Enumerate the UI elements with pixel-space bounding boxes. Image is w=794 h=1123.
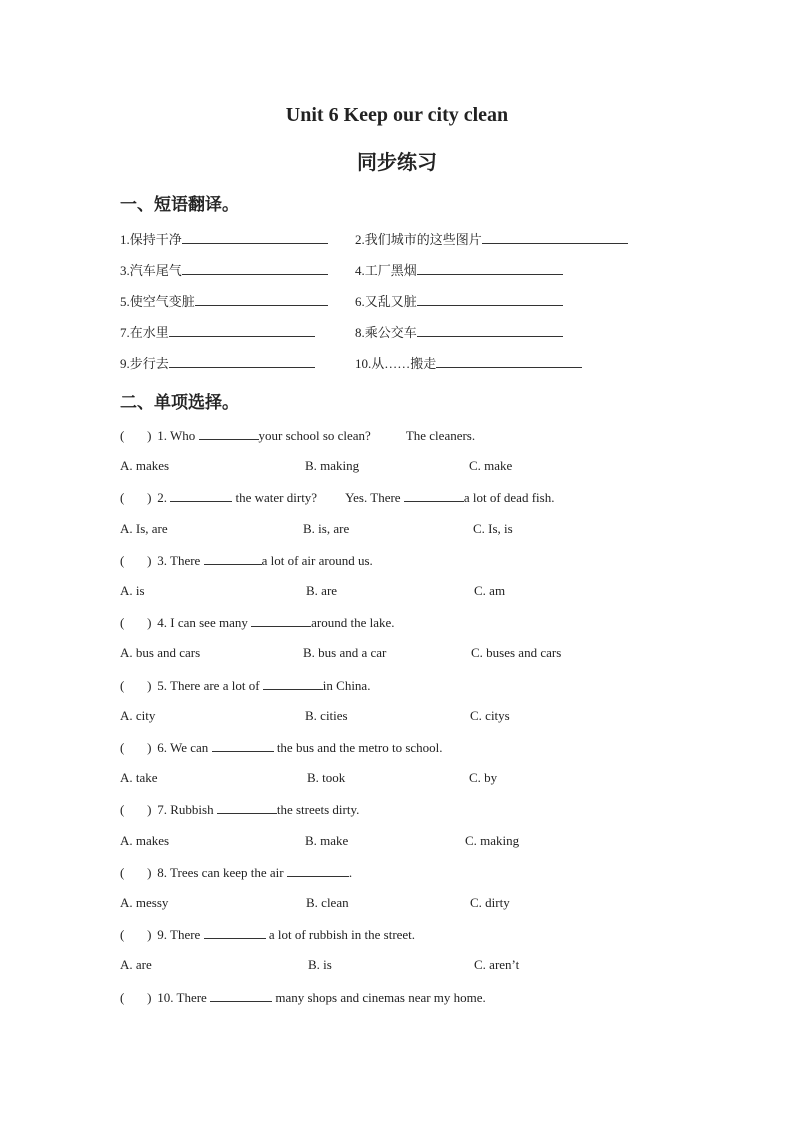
- answer-paren[interactable]: [120, 865, 154, 881]
- question-1: [120, 427, 475, 444]
- option-c[interactable]: C. aren’t: [474, 957, 520, 972]
- question-6: [120, 739, 443, 756]
- answer-blank[interactable]: [210, 989, 272, 1002]
- paren-close: ): [147, 615, 152, 630]
- option-c[interactable]: C. am: [474, 583, 506, 598]
- phrase-item: [355, 291, 563, 310]
- paren-open: (: [120, 865, 125, 880]
- answer-blank[interactable]: [169, 355, 315, 368]
- phrase-label: 9.步行去: [120, 356, 169, 371]
- option-a[interactable]: A. Is, are: [120, 521, 168, 536]
- answer-blank[interactable]: [182, 231, 328, 244]
- answer-blank[interactable]: [212, 739, 274, 752]
- answer-blank[interactable]: [204, 552, 262, 565]
- phrase-label: 3.汽车尾气: [120, 263, 182, 278]
- paren-open: (: [120, 428, 125, 443]
- answer-blank[interactable]: [169, 324, 315, 337]
- option-c[interactable]: C. Is, is: [473, 521, 513, 536]
- question-5: [120, 677, 370, 694]
- option-b[interactable]: B. bus and a car: [303, 645, 387, 660]
- question-text: 1. Who: [157, 428, 196, 443]
- phrase-label: 2.我们城市的这些图片: [355, 232, 482, 247]
- question-text: the bus and the metro to school.: [276, 740, 443, 755]
- answer-blank[interactable]: [436, 355, 582, 368]
- option-b[interactable]: B. took: [307, 770, 346, 785]
- answer-blank[interactable]: [287, 864, 349, 877]
- option-a[interactable]: A. messy: [120, 895, 169, 910]
- paren-close: ): [147, 927, 152, 942]
- paren-open: (: [120, 927, 125, 942]
- answer-blank[interactable]: [263, 677, 323, 690]
- paren-close: ): [147, 740, 152, 755]
- paren-close: ): [147, 678, 152, 693]
- answer-paren[interactable]: [120, 802, 154, 818]
- phrase-item: [120, 322, 315, 341]
- answer-paren[interactable]: [120, 490, 154, 506]
- answer-paren[interactable]: [120, 740, 154, 756]
- question-4: [120, 614, 395, 631]
- paren-open: (: [120, 990, 125, 1005]
- question-text: your school so clean?: [258, 428, 371, 443]
- option-b[interactable]: B. are: [306, 583, 338, 598]
- question-text: in China.: [322, 678, 371, 693]
- phrase-item: [120, 353, 315, 372]
- answer-paren[interactable]: [120, 990, 154, 1006]
- question-text: 2.: [157, 490, 167, 505]
- phrase-item: [355, 353, 582, 372]
- paren-open: (: [120, 740, 125, 755]
- answer-paren[interactable]: [120, 927, 154, 943]
- section1-heading: 一、短语翻译。: [120, 195, 239, 214]
- option-b[interactable]: B. clean: [306, 895, 349, 910]
- option-b[interactable]: B. is: [308, 957, 332, 972]
- option-c[interactable]: C. making: [465, 833, 520, 848]
- option-b[interactable]: B. is, are: [303, 521, 350, 536]
- paren-close: ): [147, 553, 152, 568]
- question-text: around the lake.: [311, 615, 395, 630]
- option-a[interactable]: A. makes: [120, 833, 170, 848]
- paren-close: ): [147, 802, 152, 817]
- answer-blank[interactable]: [482, 231, 628, 244]
- paren-close: ): [147, 990, 152, 1005]
- paren-open: (: [120, 615, 125, 630]
- option-a[interactable]: A. take: [120, 770, 158, 785]
- question-text: many shops and cinemas near my home.: [275, 990, 486, 1005]
- question-text: 7. Rubbish: [157, 802, 214, 817]
- question-text: The cleaners.: [405, 428, 476, 443]
- option-b[interactable]: B. making: [305, 458, 360, 473]
- question-text: 3. There: [157, 553, 201, 568]
- phrase-label: 6.又乱又脏: [355, 294, 417, 309]
- phrase-item: [120, 291, 328, 310]
- phrase-label: 1.保持干净: [120, 232, 182, 247]
- answer-paren[interactable]: [120, 553, 154, 569]
- paren-close: ): [147, 490, 152, 505]
- page-subtitle: 同步练习: [357, 152, 437, 174]
- option-c[interactable]: C. dirty: [470, 895, 510, 910]
- phrase-label: 4.工厂黑烟: [355, 263, 417, 278]
- option-b[interactable]: B. cities: [305, 708, 348, 723]
- question-2: [120, 489, 554, 506]
- phrase-item: [355, 260, 563, 279]
- option-c[interactable]: C. by: [469, 770, 498, 785]
- answer-blank[interactable]: [251, 614, 311, 627]
- option-c[interactable]: C. citys: [470, 708, 510, 723]
- paren-open: (: [120, 490, 125, 505]
- answer-blank[interactable]: [404, 489, 464, 502]
- section2-heading: 二、单项选择。: [120, 393, 239, 412]
- question-text: a lot of rubbish in the street.: [268, 927, 416, 942]
- phrase-item: [120, 260, 328, 279]
- question-10: [120, 989, 486, 1006]
- option-a[interactable]: A. makes: [120, 458, 170, 473]
- answer-blank[interactable]: [417, 324, 563, 337]
- option-c[interactable]: C. buses and cars: [471, 645, 562, 660]
- question-7: [120, 801, 359, 818]
- option-a[interactable]: A. is: [120, 583, 145, 598]
- question-text: the water dirty?: [235, 490, 318, 505]
- option-c[interactable]: C. make: [469, 458, 513, 473]
- phrase-label: 10.从……搬走: [355, 356, 437, 371]
- answer-blank[interactable]: [417, 293, 563, 306]
- phrase-item: [355, 229, 628, 248]
- option-a[interactable]: A. are: [120, 957, 152, 972]
- answer-paren[interactable]: [120, 615, 154, 631]
- paren-close: ): [147, 865, 152, 880]
- answer-paren[interactable]: [120, 428, 154, 444]
- answer-blank[interactable]: [182, 262, 328, 275]
- question-text: 4. I can see many: [157, 615, 248, 630]
- question-text: 10. There: [157, 990, 207, 1005]
- answer-blank[interactable]: [170, 489, 232, 502]
- paren-open: (: [120, 678, 125, 693]
- question-3: [120, 552, 373, 569]
- question-text: .: [348, 865, 353, 880]
- phrase-item: [355, 322, 563, 341]
- phrase-label: 8.乘公交车: [355, 325, 417, 340]
- answer-paren[interactable]: [120, 678, 154, 694]
- phrase-item: [120, 229, 328, 248]
- question-9: [120, 926, 415, 943]
- answer-blank[interactable]: [199, 427, 259, 440]
- question-text: Yes. There: [345, 490, 401, 505]
- answer-blank[interactable]: [195, 293, 328, 306]
- option-a[interactable]: A. city: [120, 708, 156, 723]
- paren-open: (: [120, 802, 125, 817]
- paren-close: ): [147, 428, 152, 443]
- question-text: the streets dirty.: [276, 802, 360, 817]
- paren-open: (: [120, 553, 125, 568]
- question-text: a lot of dead fish.: [463, 490, 555, 505]
- answer-blank[interactable]: [417, 262, 563, 275]
- answer-blank[interactable]: [204, 926, 266, 939]
- option-a[interactable]: A. bus and cars: [120, 645, 201, 660]
- question-text: 6. We can: [157, 740, 209, 755]
- question-8: [120, 864, 352, 881]
- answer-blank[interactable]: [217, 801, 277, 814]
- question-text: 9. There: [157, 927, 201, 942]
- page-title: Unit 6 Keep our city clean: [285, 104, 509, 126]
- phrase-label: 5.使空气变脏: [120, 294, 195, 309]
- question-text: 8. Trees can keep the air: [157, 865, 284, 880]
- phrase-label: 7.在水里: [120, 325, 169, 340]
- question-text: 5. There are a lot of: [157, 678, 260, 693]
- option-b[interactable]: B. make: [305, 833, 349, 848]
- question-text: a lot of air around us.: [261, 553, 373, 568]
